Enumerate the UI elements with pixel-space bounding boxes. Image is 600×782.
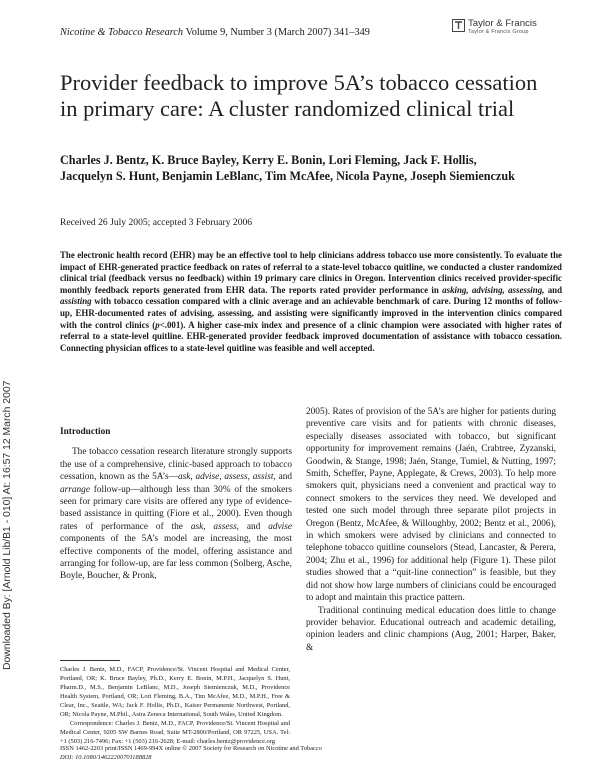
- intro-paragraph-right-1: 2005). Rates of provision of the 5A’s are higher for patients during preventive care visits and for patients with chronic diseases, especially diseases associated with tobacco, but significant opportunity for improvement remains (Jaén, Crabtree, Zyzanski, Goodwin, & Stange, 1998; Jaén, Stange, Tumiel, & Nutting, 1997; Smith, Scheffer, Payne, Applegate, & Crews, 2003). To help more smokers quit, physicians need a convenient and practical way to connect smokers to the services they need. We developed and tested one such model through three separate pilot projects in Oregon (Bentz, McAfee, & Willoughby, 2002; Bentz et al., 2006), in which smokers were advised by clinicians and connected to telephone tobacco quitline counselors (Stead, Lancaster, & Perera, 2004; Zhu et al., 1996) for additional help (Figure 1). These pilot studies showed that a “quit-line connection” is feasible, but they did not show how large numbers of clinicians could be encouraged to adopt and maintain this practice pattern.: [306, 407, 556, 604]
- intro-ask-assess: ask, assess,: [190, 521, 240, 532]
- doi-line: DOI: 10.1080/14622200701188828: [60, 754, 152, 761]
- footnote-rule: [60, 660, 120, 661]
- abstract-advising: advising,: [471, 284, 505, 295]
- abstract-and: and: [547, 284, 563, 295]
- footnotes: [60, 665, 290, 746]
- footnote-correspondence: Correspondence: Charles J. Bentz, M.D., FACP, Providence/St. Vincent Hospital and Medical Center, 9205 SW Barnes Road, Suite MT-2800/Portland, OR 97225, USA. Tel: +1 (503) 216-7496; Fax: +1 (503) 216-2628; E-mail: charles.bentz@providence.org: [60, 720, 290, 745]
- download-stamp-text: Downloaded By: [Arnold Lib/B1 - 010] At: 16:57 12 March 2007: [2, 380, 13, 670]
- abstract-assisting: assisting: [60, 296, 92, 307]
- intro-advise: advise: [268, 521, 292, 532]
- publisher-logo-icon: [452, 19, 465, 32]
- left-column: [60, 426, 292, 583]
- intro-arrange: arrange: [60, 484, 90, 495]
- journal-header: [60, 27, 370, 38]
- intro-left-text-d: components of the 5A’s model are increasing, the most effective components of the model, offering assistance and arranging for follow-up, are far less common (Solberg, Asche, Boyle, Boucher, & Pronk,: [60, 534, 292, 582]
- section-heading-introduction: Introduction: [60, 427, 111, 437]
- right-column: [306, 406, 556, 654]
- intro-left-and: and: [275, 472, 293, 483]
- author-list: Charles J. Bentz, K. Bruce Bayley, Kerry E. Bonin, Lori Fleming, Jack F. Hollis, Jacquelyn S. Hunt, Benjamin LeBlanc, Tim McAfee, Nicola Payne, Joseph Siemienczuk: [60, 153, 515, 183]
- intro-paragraph-right-2: Traditional continuing medical education does little to change provider behavior. Educational outreach and academic detailing, opinion leaders and clinic champions (Aug, 2001; Harper, Baker, &: [306, 605, 556, 653]
- abstract-asking: asking,: [442, 284, 469, 295]
- abstract-text-3: <.001). A higher case-mix index and presence of a clinic champion were associated with higher rates of referral to a state-level quitline. EHR-generated provider feedback improved documentation of assistance with tobacco cessation. Connecting physician offices to a state-level quitline was feasible and well accepted.: [60, 319, 562, 353]
- article-title: Provider feedback to improve 5A’s tobacco cessation in primary care: A cluster randomized clinical trial: [60, 70, 538, 121]
- publisher-name: Taylor & Francis: [468, 18, 537, 29]
- intro-paragraph-left: [60, 446, 292, 582]
- footnote-affiliations: Charles J. Bentz, M.D., FACP, Providence/St. Vincent Hospital and Medical Center, Portland, OR; K. Bruce Bayley, Ph.D., Kerry E. Bonin, M.P.H., Jacquelyn S. Hunt, Pharm.D., M.S., Benjamin LeBlanc, M.D., Joseph Siemienczuk, M.D., Providence Health System, Portland, OR; Lori Fleming, B.A., Tim McAfee, M.D., M.P.H., Free & Clear, Inc., Seattle, WA; Jack F. Hollis, Ph.D., Kaiser Permanente Northwest, Portland, OR; Nicola Payne, M.Phil., Astra Zeneca International, South Wales, United Kingdom.: [60, 666, 290, 718]
- abstract-p-value: p: [155, 319, 160, 330]
- download-stamp: [0, 70, 18, 670]
- journal-issue: Volume 9, Number 3 (March 2007) 341–349: [185, 27, 370, 38]
- journal-name: Nicotine & Tobacco Research: [60, 27, 184, 38]
- intro-left-text-a: The tobacco cessation research literature strongly supports the use of a comprehensive, clinic-based approach to tobacco cessation, known as the 5A’s—: [60, 447, 292, 483]
- intro-5as-list: ask, advise, assess, assist,: [177, 472, 276, 483]
- publisher-logo: [452, 19, 537, 35]
- publisher-group: Taylor & Francis Group: [468, 29, 529, 35]
- abstract-assessing: assessing,: [508, 284, 545, 295]
- issn-line: ISSN 1462-2203 print/ISSN 1469-994X online © 2007 Society for Research on Nicotine and Tobacco: [60, 745, 322, 752]
- received-dates: Received 26 July 2005; accepted 3 February 2006: [60, 217, 253, 228]
- abstract-text-1: The electronic health record (EHR) may be an effective tool to help clinicians address tobacco use more consistently. To evaluate the impact of EHR-generated practice feedback on rates of referral to a state-level tobacco quitline, we conducted a cluster randomized clinical trial (feedback versus no feedback) within 19 primary care clinics in Oregon. Intervention clinics received provider-specific monthly feedback reports generated from EHR data. The reports rated provider performance in: [60, 250, 562, 295]
- abstract: [60, 250, 562, 354]
- intro-left-text-b: follow-up—although less than 30% of the smokers seen for primary care visits are offered any type of evidence-based assistance in quitting (Fiore et al., 2000). Even though rates of performance of the: [60, 484, 292, 532]
- abstract-text-2: with tobacco cessation compared with a clinic average and an achievable benchmark of care. During 12 months of follow-up, EHR-documented rates of advising, assessing, and assisting were significantly improved in the intervention clinics compared with the control clinics (: [60, 296, 563, 330]
- intro-left-and-2: and: [239, 521, 269, 532]
